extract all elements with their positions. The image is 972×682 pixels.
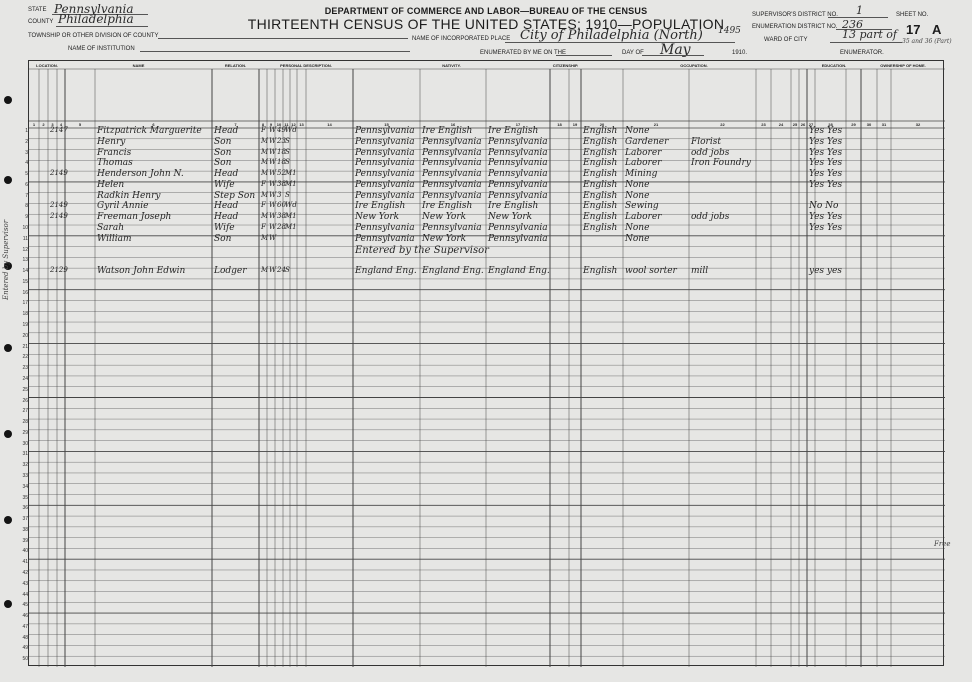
entry-sex: F [261, 126, 266, 134]
entry-birthplace: Pennsylvania [355, 233, 415, 244]
entry-trade: Gardener [625, 136, 669, 147]
table-rules [29, 61, 945, 667]
entry-relation: Head [214, 169, 239, 180]
column-group-8: EDUCATION. [821, 63, 847, 68]
entry-house: 2149 [50, 201, 68, 210]
binder-hole [4, 516, 12, 524]
column-number: 18 [557, 122, 562, 127]
entry-age: 23 [277, 136, 286, 145]
binder-hole [4, 176, 12, 184]
entry-age: 24 [277, 266, 286, 275]
entry-marital: M1 [285, 169, 297, 178]
entry-relation: Wife [214, 179, 235, 190]
entry-edu: Yes Yes [809, 179, 843, 190]
entry-race: W [269, 223, 277, 232]
row-number: 40 [22, 548, 28, 555]
column-group-4: PERSONAL DESCRIPTION. [280, 63, 332, 68]
entry-edu: Yes Yes [809, 169, 843, 180]
entry-mother: Pennsylvania [488, 223, 548, 234]
entry-relation: Son [214, 147, 232, 158]
entry-language: English [583, 126, 618, 136]
entry-marital: M1 [285, 212, 297, 221]
row-number: 36 [22, 505, 28, 512]
entry-trade: Mining [625, 169, 658, 180]
column-number: 25 [792, 122, 798, 127]
entry-race: W [269, 136, 277, 145]
entry-language: English [583, 190, 618, 201]
entry-name: Thomas [97, 158, 133, 169]
column-group-2: NAME [132, 63, 145, 68]
entry-trade: None [625, 223, 650, 234]
row-number: 45 [22, 602, 28, 609]
entry-mother: Pennsylvania [488, 169, 548, 180]
entry-name: Watson John Edwin [97, 266, 186, 277]
entry-father: Pennsylvania [422, 169, 482, 180]
row-number: 50 [22, 656, 28, 663]
column-group-3: RELATION. [224, 63, 247, 68]
day-label: DAY OF [622, 50, 644, 56]
column-number: 1 [32, 122, 36, 127]
entry-birthplace: Pennsylvania [355, 190, 415, 201]
entry-edu: Yes Yes [809, 126, 843, 136]
entry-trade: wool sorter [625, 266, 677, 277]
enumerated-label: ENUMERATED BY ME ON THE [480, 50, 567, 56]
entry-relation: Head [214, 212, 239, 223]
entry-father: Pennsylvania [422, 223, 482, 234]
entry-birthplace: Pennsylvania [355, 223, 415, 234]
state-value: Pennsylvania [54, 2, 134, 16]
row-number: 8 [25, 203, 28, 210]
column-number: 10 [276, 122, 282, 127]
entry-edu: yes yes [809, 266, 842, 277]
entry-trade: None [625, 190, 650, 201]
entry-age: 49 [277, 126, 286, 134]
row-number: 3 [25, 149, 28, 156]
row-number: 2 [25, 138, 28, 145]
entry-language: English [583, 212, 618, 223]
entry-industry: Florist [691, 136, 721, 147]
entry-sex: M [261, 212, 269, 221]
entry-birthplace: Pennsylvania [355, 126, 415, 136]
year-label: 1910. [732, 50, 748, 56]
entry-sex: F [261, 201, 266, 210]
entry-name: Francis [97, 147, 132, 158]
entry-marital: M1 [285, 179, 297, 188]
margin-note-left: Entered by Supervisor [2, 219, 10, 300]
row-number: 11 [22, 235, 28, 242]
entry-marital: S [285, 190, 290, 199]
entry-age: 28 [277, 223, 286, 232]
row-number: 30 [22, 440, 28, 447]
entry-name: Gyril Annie [97, 201, 149, 212]
county-value: Philadelphia [58, 12, 134, 26]
entry-race: W [269, 147, 277, 156]
column-number: 6 [152, 122, 155, 127]
row-number: 38 [22, 526, 28, 533]
sheet-number: 17 [906, 22, 921, 37]
row-number: 31 [22, 451, 28, 458]
column-number: 30 [866, 122, 872, 127]
entry-relation: Son [214, 158, 232, 169]
entry-age: 60 [277, 201, 286, 210]
entry-relation: Wife [214, 223, 235, 234]
entry-mother: Ire English [488, 201, 539, 212]
stamp-number: 1495 [718, 26, 741, 36]
column-number: 12 [291, 122, 296, 127]
entry-relation: Son [214, 233, 232, 244]
row-number: 6 [25, 181, 28, 188]
column-number: 3 [51, 122, 54, 127]
row-number: 33 [22, 472, 28, 479]
entry-name: Henry [97, 136, 126, 147]
month-value: May [660, 42, 691, 58]
entry-edu: No No [809, 201, 839, 212]
entry-age: 52 [277, 169, 286, 178]
entry-race: W [269, 212, 277, 221]
column-number: 4 [59, 122, 63, 127]
column-number: 31 [881, 122, 887, 127]
column-number: 24 [778, 122, 784, 127]
sheet-header [0, 0, 972, 62]
entry-race: W [269, 169, 277, 178]
entry-sex: M [261, 266, 269, 275]
column-number: 22 [720, 122, 725, 127]
entry-race: W [269, 233, 277, 242]
entry-father: Ire English [422, 126, 473, 136]
row-number: 39 [22, 537, 28, 544]
entry-age: 38 [277, 179, 286, 188]
entry-language: English [583, 158, 618, 169]
enumeration-label: ENUMERATION DISTRICT NO. [752, 24, 838, 30]
row-number: 29 [22, 429, 28, 436]
ward-label: WARD OF CITY [764, 37, 808, 43]
entry-industry: odd jobs [691, 212, 730, 223]
column-number: 20 [599, 122, 605, 127]
entry-father: Ire English [422, 201, 473, 212]
column-group-9: OWNERSHIP OF HOME. [880, 63, 926, 68]
entry-trade: Sewing [625, 201, 659, 212]
entry-edu: Yes Yes [809, 223, 843, 234]
row-number: 10 [22, 225, 28, 232]
row-number: 47 [22, 623, 28, 630]
entry-language: English [583, 266, 618, 277]
entry-marital: S [285, 136, 290, 145]
entry-language: English [583, 147, 618, 158]
entry-language: English [583, 179, 618, 190]
entry-marital: Wd [285, 126, 297, 134]
column-number: 27 [808, 122, 814, 127]
entry-sex: M [261, 190, 269, 199]
column-number: 21 [653, 122, 659, 127]
row-number: 34 [22, 483, 28, 490]
row-number: 20 [22, 332, 28, 339]
enumeration-value: 236 [842, 18, 863, 31]
row-number: 26 [22, 397, 28, 404]
row-number: 42 [22, 569, 28, 576]
entry-mother: England Eng. [488, 266, 550, 277]
entry-age: 18 [277, 158, 286, 167]
entry-name: William [97, 233, 132, 244]
row-number: 27 [22, 408, 28, 415]
row-number: 25 [22, 386, 28, 393]
binder-hole [4, 344, 12, 352]
entry-birthplace: Entered by the Supervisor [355, 244, 489, 256]
row-number: 23 [22, 365, 28, 372]
entry-birthplace: Pennsylvania [355, 158, 415, 169]
entry-birthplace: Pennsylvania [355, 179, 415, 190]
column-number: 32 [915, 122, 921, 127]
row-number: 22 [22, 354, 28, 361]
entry-relation: Son [214, 136, 232, 147]
entry-language: English [583, 169, 618, 180]
entry-father: Pennsylvania [422, 179, 482, 190]
row-number: 24 [22, 375, 28, 382]
entry-birthplace: Pennsylvania [355, 147, 415, 158]
column-number: 14 [327, 122, 332, 127]
entry-language: English [583, 136, 618, 147]
binder-hole [4, 430, 12, 438]
entry-marital: S [285, 147, 290, 156]
column-number: 13 [299, 122, 304, 127]
row-number: 21 [22, 343, 28, 350]
entry-name: Sarah [97, 223, 124, 234]
entry-marital: S [285, 266, 290, 275]
entry-race: W [269, 190, 277, 199]
entry-house: 2147 [50, 126, 68, 134]
column-number: 7 [234, 122, 237, 127]
column-group-7: OCCUPATION. [680, 63, 708, 68]
entry-industry: Iron Foundry [691, 158, 751, 169]
entry-sex: F [261, 223, 266, 232]
row-number: 15 [22, 278, 28, 285]
entry-trade: None [625, 179, 650, 190]
margin-note-right-top: 35 and 36 (Part) [902, 38, 952, 45]
entry-sex: M [261, 169, 269, 178]
entry-edu: Yes Yes [809, 147, 843, 158]
entry-name: Helen [97, 179, 125, 190]
entry-house: 2149 [50, 212, 68, 221]
column-number: 11 [284, 122, 289, 127]
entry-relation: Lodger [214, 266, 247, 277]
row-number: 16 [22, 289, 28, 296]
entry-marital: Wd [285, 201, 297, 210]
entry-sex: M [261, 233, 269, 242]
entry-race: W [269, 201, 277, 210]
binder-hole [4, 96, 12, 104]
row-number: 43 [22, 580, 28, 587]
institution-label: NAME OF INSTITUTION [68, 46, 135, 52]
township-label: TOWNSHIP OR OTHER DIVISION OF COUNTY [28, 33, 159, 39]
margin-note-right-bottom: Free [934, 540, 951, 548]
entry-trade: Laborer [625, 147, 662, 158]
county-label: COUNTY [28, 19, 54, 25]
entry-name: Fitzpatrick Marguerite [97, 126, 202, 136]
entry-mother: Pennsylvania [488, 147, 548, 158]
entry-mother: Pennsylvania [488, 190, 548, 201]
entry-house: 2129 [50, 266, 68, 275]
entry-birthplace: England Eng. [355, 266, 417, 277]
entry-house: 2149 [50, 169, 68, 178]
column-number: 5 [78, 122, 82, 127]
row-number: 19 [22, 322, 28, 329]
row-number: 17 [22, 300, 28, 307]
entry-sex: M [261, 147, 269, 156]
entry-relation: Head [214, 201, 239, 212]
entry-mother: Pennsylvania [488, 136, 548, 147]
column-group-1: LOCATION. [36, 63, 58, 68]
entry-edu: Yes Yes [809, 136, 843, 147]
row-number: 44 [22, 591, 28, 598]
entry-age: 3 [277, 190, 282, 199]
row-number: 48 [22, 634, 28, 641]
row-number: 46 [22, 613, 28, 620]
entry-mother: New York [488, 212, 533, 223]
column-number: 2 [42, 122, 45, 127]
entry-trade: Laborer [625, 212, 662, 223]
entry-language: English [583, 223, 618, 234]
department-heading: DEPARTMENT OF COMMERCE AND LABOR—BUREAU OF THE CENSUS [324, 6, 648, 16]
entry-father: Pennsylvania [422, 158, 482, 169]
row-number: 4 [25, 160, 28, 167]
entry-father: Pennsylvania [422, 147, 482, 158]
column-number: 26 [800, 122, 806, 127]
incorporated-label: NAME OF INCORPORATED PLACE [412, 36, 511, 42]
sheet-letter: A [932, 22, 942, 37]
column-number: 8 [261, 122, 265, 127]
row-number: 28 [22, 419, 28, 426]
row-number: 7 [25, 192, 28, 199]
row-number: 37 [22, 516, 28, 523]
entry-father: New York [422, 212, 467, 223]
entry-mother: Pennsylvania [488, 179, 548, 190]
supervisor-value: 1 [856, 4, 863, 17]
entry-father: New York [422, 233, 467, 244]
row-number: 14 [22, 268, 28, 275]
supervisor-label: SUPERVISOR'S DISTRICT NO. [752, 12, 838, 18]
entry-father: Pennsylvania [422, 136, 482, 147]
row-number: 32 [22, 462, 28, 469]
entry-sex: F [261, 179, 266, 188]
column-number: 17 [515, 122, 521, 127]
column-group-6: CITIZENSHIP. [552, 63, 579, 68]
entry-birthplace: Pennsylvania [355, 169, 415, 180]
entry-race: W [269, 179, 277, 188]
enumerator-label: ENUMERATOR. [840, 50, 884, 56]
column-number: 29 [851, 122, 856, 127]
census-title: THIRTEENTH CENSUS OF THE UNITED STATES: 1910—POPULATION [247, 16, 725, 32]
column-number: 28 [828, 122, 833, 127]
entry-trade: None [625, 233, 650, 244]
entry-sex: M [261, 158, 269, 167]
row-number: 18 [22, 311, 28, 318]
entry-mother: Pennsylvania [488, 233, 548, 244]
sheet-label: SHEET NO. [896, 12, 929, 18]
entry-trade: Laborer [625, 158, 662, 169]
entry-father: England Eng. [422, 266, 484, 277]
entry-name: Radkin Henry [97, 190, 161, 201]
entry-father: Pennsylvania [422, 190, 482, 201]
row-number: 5 [25, 171, 28, 178]
column-number: 15 [384, 122, 389, 127]
entry-name: Henderson John N. [97, 169, 184, 180]
entry-industry: mill [691, 266, 709, 277]
entry-marital: S [285, 158, 290, 167]
entry-sex: M [261, 136, 269, 145]
entry-relation: Head [214, 126, 239, 136]
entry-industry: odd jobs [691, 147, 730, 158]
row-number: 13 [22, 257, 28, 264]
entry-race: W [269, 266, 277, 275]
entry-edu: Yes Yes [809, 212, 843, 223]
entry-edu: Yes Yes [809, 158, 843, 169]
incorporated-value: City of Philadelphia (North) [520, 28, 703, 43]
state-label: STATE [28, 7, 47, 13]
column-number: 9 [269, 122, 273, 127]
entry-marital: M1 [285, 223, 297, 232]
row-number: 49 [22, 645, 28, 652]
entry-language: English [583, 201, 618, 212]
binder-hole [4, 600, 12, 608]
column-number: 19 [572, 122, 578, 127]
ward-value: 13 part of [842, 28, 897, 41]
column-group-5: NATIVITY. [442, 63, 461, 68]
entry-birthplace: Ire English [355, 201, 406, 212]
census-table [28, 60, 944, 666]
entry-age: 18 [277, 147, 286, 156]
row-number: 1 [25, 128, 28, 134]
entry-mother: Ire English [488, 126, 539, 136]
entry-age: 38 [277, 212, 286, 221]
entry-race: W [269, 158, 277, 167]
entry-mother: Pennsylvania [488, 158, 548, 169]
entry-trade: None [625, 126, 650, 136]
row-number: 12 [22, 246, 28, 253]
entry-birthplace: New York [355, 212, 400, 223]
entry-relation: Step Son [214, 190, 256, 201]
entry-race: W [269, 126, 277, 134]
column-number: 23 [761, 122, 766, 127]
row-number: 9 [25, 214, 28, 221]
entry-birthplace: Pennsylvania [355, 136, 415, 147]
entry-name: Freeman Joseph [97, 212, 172, 223]
column-number: 16 [450, 122, 456, 127]
row-number: 35 [22, 494, 28, 501]
row-number: 41 [22, 559, 28, 566]
